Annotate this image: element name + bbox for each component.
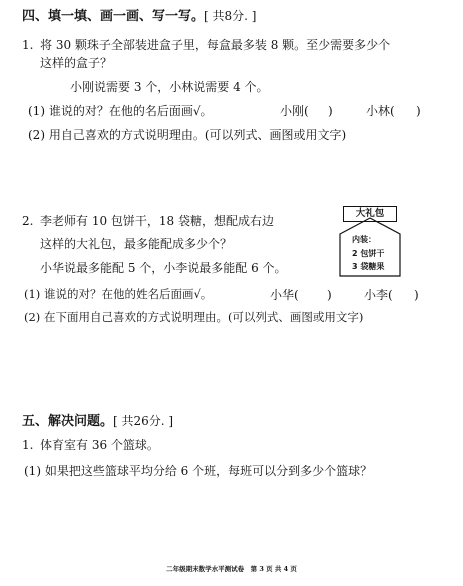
q1-name-a: 小刚( — [280, 104, 309, 118]
section5-heading-text: 五、解决问题。 — [22, 414, 114, 429]
section4-heading — [22, 10, 256, 23]
q1-claim: 小刚说需要 3 个，小林说需要 4 个。 — [70, 80, 269, 94]
q1-part2: (2) 用自己喜欢的方式说明理由。(可以列式、画图或用文字) — [28, 128, 347, 142]
q2-answer-xiaohua[interactable] — [270, 289, 299, 301]
section5-heading — [22, 415, 173, 428]
q1-name-b: 小林( — [366, 104, 395, 118]
q1-line1: 将 30 颗珠子全部装进盒子里，每盒最多装 8 颗。至少需要多少个 — [40, 38, 391, 52]
q1-close-a: ) — [328, 104, 333, 118]
section5-score: [ 共26分. ] — [113, 414, 174, 428]
q2-close-a: ) — [327, 288, 332, 302]
q2-line1: 李老师有 10 包饼干，18 袋糖，想配成右边 — [40, 214, 274, 228]
section4-score: [ 共8分. ] — [204, 9, 257, 23]
q2-part1: (1) 谁说的对？在他的姓名后面画√。 — [24, 287, 213, 301]
q2-part2: (2) 在下面用自己喜欢的方式说明理由。(可以列式、画图或用文字) — [24, 310, 364, 324]
q1-answer-xiaolin[interactable] — [366, 105, 395, 117]
q2-name-b: 小李( — [364, 288, 393, 302]
gift-package-title: 大礼包 — [343, 206, 397, 222]
s5-q1-part1: (1) 如果把这些篮球平均分给 6 个班，每班可以分到多少个篮球？ — [24, 464, 373, 478]
q1-number: 1. — [22, 38, 34, 52]
gift-item-biscuits: 2 包饼干 — [352, 249, 385, 258]
q1-close-b: ) — [416, 104, 421, 118]
q2-close-b: ) — [414, 288, 419, 302]
q2-number: 2. — [22, 214, 34, 228]
q1-part1: (1) 谁说的对？在他的名后面画√。 — [28, 104, 213, 118]
s5-q1-number: 1. — [22, 438, 34, 452]
s5-q1-line1: 体育室有 36 个篮球。 — [40, 438, 159, 452]
section4-heading-text: 四、填一填、画一画、写一写。 — [22, 9, 205, 24]
page-footer: 二年级期末数学水平测试卷 第 3 页 共 4 页 — [166, 565, 297, 573]
gift-item-candy: 3 袋糖果 — [352, 262, 385, 271]
q1-answer-xiaogang[interactable] — [280, 105, 309, 117]
gift-contents-label: 内装： — [352, 235, 376, 244]
q2-name-a: 小华( — [270, 288, 299, 302]
q2-claim: 小华说最多能配 5 个，小李说最多能配 6 个。 — [40, 261, 287, 275]
q2-answer-xiaoli[interactable] — [364, 289, 393, 301]
q2-line2: 这样的大礼包，最多能配成多少个？ — [40, 237, 233, 251]
q1-line2: 这样的盒子？ — [40, 56, 113, 70]
